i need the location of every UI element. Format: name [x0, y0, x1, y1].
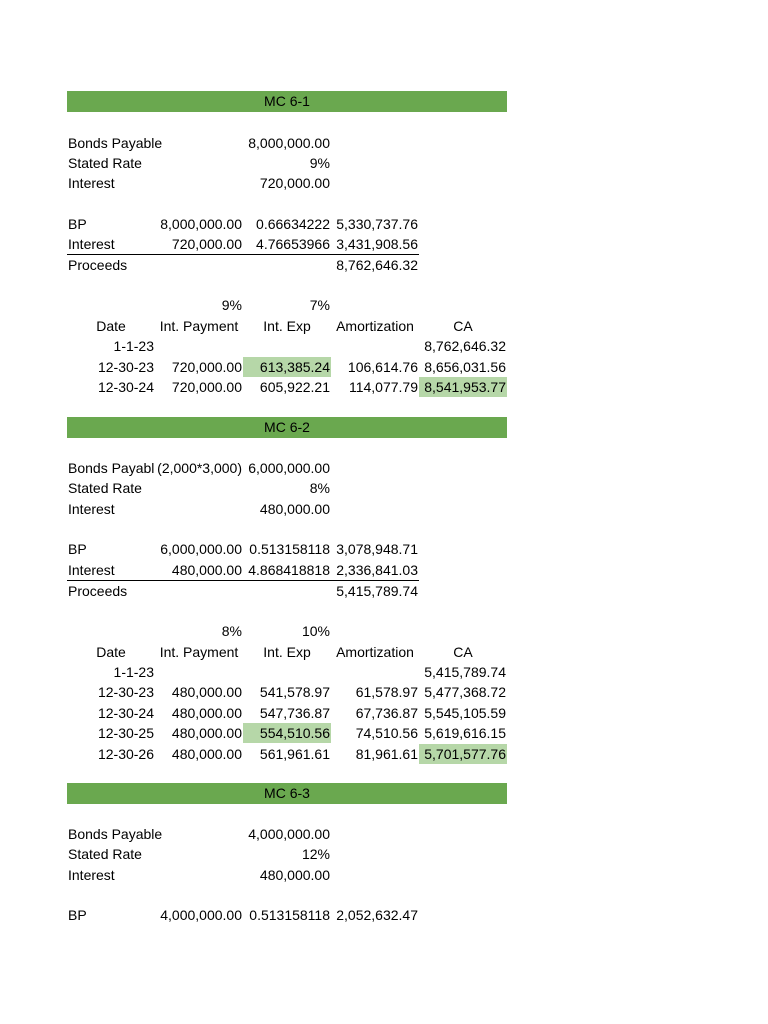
table-row-date: 12-30-24	[97, 705, 154, 721]
column-header-int-exp: Int. Exp	[263, 644, 311, 660]
stated-rate-value: 9%	[309, 155, 330, 171]
bp-pv-factor: 0.66634222	[256, 216, 330, 232]
column-header-ca: CA	[453, 318, 473, 334]
bp-present-value: 2,052,632.47	[336, 907, 418, 923]
table-row-amortization: 81,961.61	[355, 746, 418, 762]
interest-pv-label: Interest	[68, 236, 115, 252]
column-header-int-payment: Int. Payment	[159, 644, 239, 660]
proceeds-label: Proceeds	[68, 257, 128, 273]
column-header-date: Date	[96, 644, 126, 660]
bonds-payable-value: 4,000,000.00	[248, 826, 330, 842]
bp-amount: 6,000,000.00	[160, 541, 242, 557]
table-row-int-payment: 720,000.00	[171, 359, 242, 375]
table-row-ca: 8,656,031.56	[424, 359, 506, 375]
table-row-ca: 5,545,105.59	[424, 705, 506, 721]
stated-rate-label: Stated Rate	[68, 846, 142, 862]
table-row-int-exp: 541,578.97	[259, 684, 330, 700]
bp-present-value: 5,330,737.76	[336, 216, 418, 232]
table-row-int-payment: 480,000.00	[171, 725, 242, 741]
table-row-int-exp-highlighted: 554,510.56	[243, 723, 331, 743]
column-header-ca: CA	[453, 644, 473, 660]
column-header-date: Date	[96, 318, 126, 334]
stated-rate-label: Stated Rate	[68, 480, 142, 496]
table-row-amortization: 61,578.97	[355, 684, 418, 700]
table-row-amortization: 106,614.76	[347, 359, 418, 375]
bp-label: BP	[68, 216, 87, 232]
proceeds-value: 5,415,789.74	[336, 583, 418, 599]
column-header-amortization: Amortization	[336, 644, 414, 660]
interest-label: Interest	[68, 175, 115, 191]
table-row-int-exp: 561,961.61	[259, 746, 330, 762]
interest-amount: 480,000.00	[171, 562, 242, 578]
table-row-amortization: 74,510.56	[355, 725, 418, 741]
table-row-int-exp: 547,736.87	[259, 705, 330, 721]
table-row-int-payment: 480,000.00	[171, 684, 242, 700]
interest-present-value: 3,431,908.56	[336, 236, 418, 252]
interest-value: 480,000.00	[259, 867, 330, 883]
table-row-int-payment: 480,000.00	[171, 746, 242, 762]
table-row-date: 12-30-25	[97, 725, 154, 741]
bonds-payable-value: 6,000,000.00	[248, 460, 330, 476]
interest-label: Interest	[68, 501, 115, 517]
table-row-ca-highlighted: 8,541,953.77	[419, 377, 507, 397]
table-row-ca: 5,619,616.15	[424, 725, 506, 741]
table-row-amortization: 114,077.79	[348, 379, 418, 395]
stated-rate-header: 8%	[221, 623, 242, 639]
table-row-date: 12-30-23	[97, 359, 154, 375]
section-banner-mc-6-3: MC 6-3	[67, 783, 507, 804]
interest-value: 480,000.00	[259, 501, 330, 517]
table-row-date: 12-30-24	[97, 379, 154, 395]
effective-rate-header: 10%	[301, 623, 330, 639]
bp-pv-factor: 0.513158118	[249, 907, 330, 923]
table-row-int-payment: 720,000.00	[171, 379, 242, 395]
bonds-payable-note: (2,000*3,000)	[157, 460, 242, 476]
interest-pv-label: Interest	[68, 562, 115, 578]
table-row-int-exp-highlighted: 613,385.24	[243, 357, 331, 377]
table-row-date: 1-1-23	[113, 338, 154, 354]
table-row-date: 12-30-26	[97, 746, 154, 762]
table-row-ca: 5,477,368.72	[424, 684, 506, 700]
column-header-int-payment: Int. Payment	[159, 318, 239, 334]
table-row-ca: 5,415,789.74	[424, 664, 506, 680]
bp-pv-factor: 0.513158118	[249, 541, 330, 557]
column-header-amortization: Amortization	[336, 318, 414, 334]
section-banner-mc-6-2: MC 6-2	[67, 417, 507, 438]
table-row-date: 12-30-23	[97, 684, 154, 700]
bp-amount: 8,000,000.00	[160, 216, 242, 232]
section-banner-mc-6-1: MC 6-1	[67, 91, 507, 112]
table-row-date: 1-1-23	[113, 664, 154, 680]
table-row-int-exp: 605,922.21	[259, 379, 330, 395]
interest-present-value: 2,336,841.03	[336, 562, 418, 578]
bonds-payable-label: Bonds Payable	[68, 826, 163, 842]
stated-rate-value: 12%	[301, 846, 330, 862]
interest-label: Interest	[68, 867, 115, 883]
table-row-ca-highlighted: 5,701,577.76	[419, 744, 507, 764]
bp-amount: 4,000,000.00	[160, 907, 242, 923]
bonds-payable-label: Bonds Payable	[68, 135, 163, 151]
stated-rate-header: 9%	[221, 297, 242, 313]
stated-rate-value: 8%	[309, 480, 330, 496]
interest-amount: 720,000.00	[171, 236, 242, 252]
bp-label: BP	[68, 541, 87, 557]
stated-rate-label: Stated Rate	[68, 155, 142, 171]
table-row-int-payment: 480,000.00	[171, 705, 242, 721]
table-row-amortization: 67,736.87	[355, 705, 418, 721]
interest-value: 720,000.00	[259, 175, 330, 191]
table-row-ca: 8,762,646.32	[424, 338, 506, 354]
bonds-payable-label: Bonds Payabl	[68, 460, 155, 476]
bp-present-value: 3,078,948.71	[336, 541, 418, 557]
interest-pv-factor: 4.868418818	[248, 562, 330, 578]
effective-rate-header: 7%	[309, 297, 330, 313]
interest-pv-factor: 4.76653966	[256, 236, 330, 252]
bp-label: BP	[68, 907, 87, 923]
bonds-payable-value: 8,000,000.00	[248, 135, 330, 151]
proceeds-label: Proceeds	[68, 583, 128, 599]
proceeds-value: 8,762,646.32	[336, 257, 418, 273]
column-header-int-exp: Int. Exp	[263, 318, 311, 334]
